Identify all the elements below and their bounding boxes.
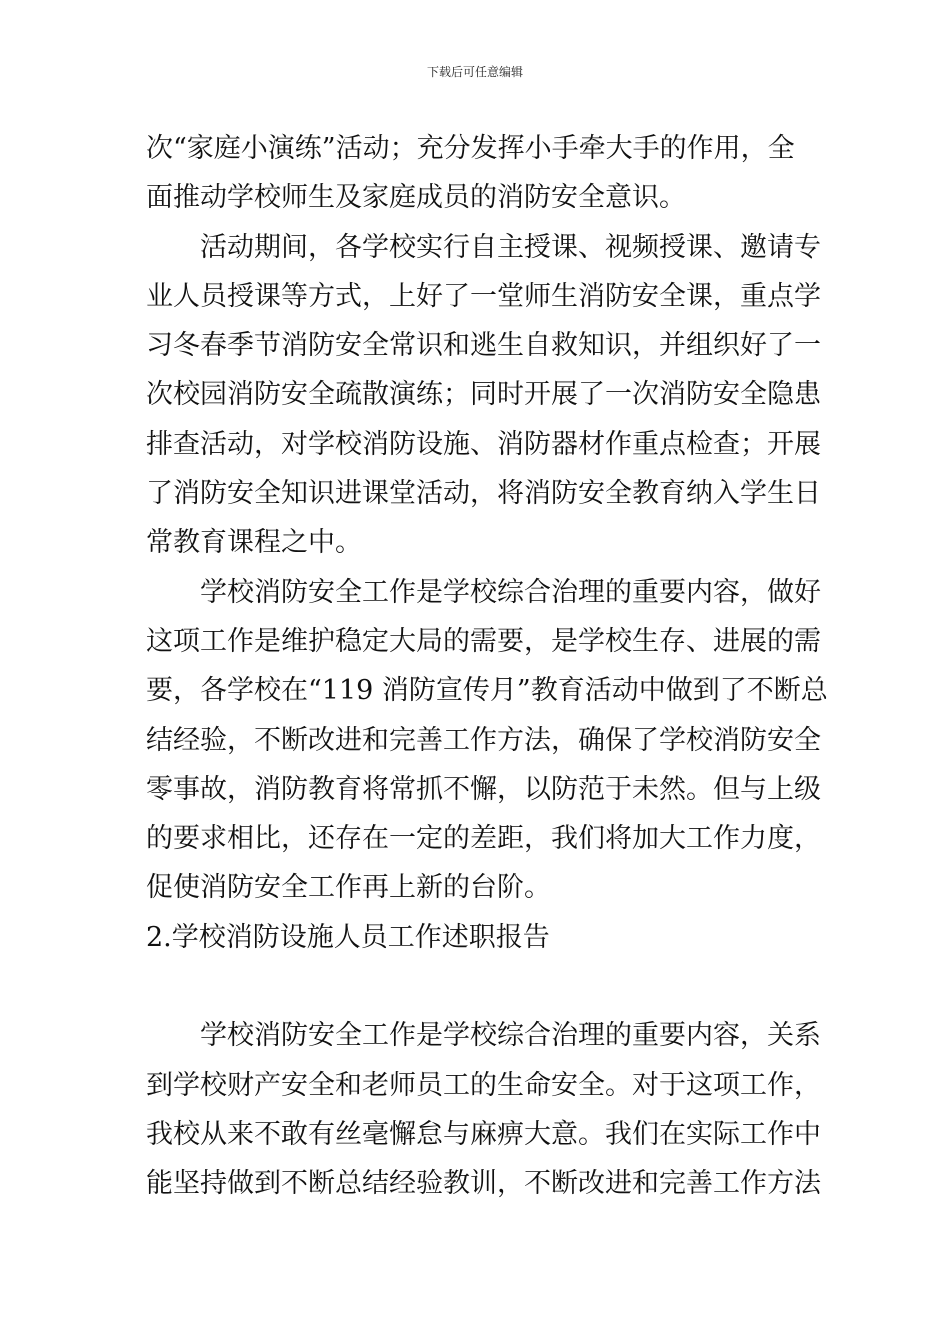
- paragraph-start-line: 活动期间，各学校实行自主授课、视频授课、邀请专: [200, 231, 821, 263]
- text-line: 到学校财产安全和老师员工的生命安全。对于这项工作，: [146, 1069, 821, 1101]
- text-line: 能坚持做到不断总结经验教训，不断改进和完善工作方法: [146, 1168, 821, 1200]
- document-body: [146, 124, 828, 1209]
- text-line: 排查活动，对学校消防设施、消防器材作重点检查；开展: [146, 428, 821, 460]
- blank-line: [146, 962, 806, 1011]
- text-line: 面推动学校师生及家庭成员的消防安全意识。: [146, 182, 686, 214]
- text-line: 的要求相比，还存在一定的差距，我们将加大工作力度，: [146, 823, 821, 855]
- paragraph-start-line: 学校消防安全工作是学校综合治理的重要内容，关系: [200, 1020, 821, 1052]
- text-line: 零事故，消防教育将常抓不懈，以防范于未然。但与上级: [146, 773, 821, 805]
- section-heading: 2.学校消防设施人员工作述职报告: [146, 921, 550, 953]
- text-line: 促使消防安全工作再上新的台阶。: [146, 872, 551, 904]
- text-line: 次“家庭小演练”活动；充分发挥小手牵大手的作用，全: [146, 133, 795, 164]
- text-line: 结经验，不断改进和完善工作方法，确保了学校消防安全: [146, 724, 821, 756]
- text-line: 这项工作是维护稳定大局的需要，是学校生存、进展的需: [146, 625, 821, 657]
- page-header: 下载后可任意编辑: [426, 65, 523, 79]
- text-line: 习冬春季节消防安全常识和逃生自救知识，并组织好了一: [146, 330, 821, 362]
- text-line: 要，各学校在“119 消防宣传月”教育活动中做到了不断总: [146, 675, 828, 707]
- text-line: 次校园消防安全疏散演练；同时开展了一次消防安全隐患: [146, 379, 821, 411]
- text-line: 了消防安全知识进课堂活动，将消防安全教育纳入学生日: [146, 478, 821, 510]
- text-line: 常教育课程之中。: [146, 527, 362, 559]
- text-line: 我校从来不敢有丝毫懈怠与麻痹大意。我们在实际工作中: [146, 1118, 821, 1150]
- text-line: 业人员授课等方式，上好了一堂师生消防安全课，重点学: [146, 280, 821, 312]
- paragraph-start-line: 学校消防安全工作是学校综合治理的重要内容，做好: [200, 576, 821, 608]
